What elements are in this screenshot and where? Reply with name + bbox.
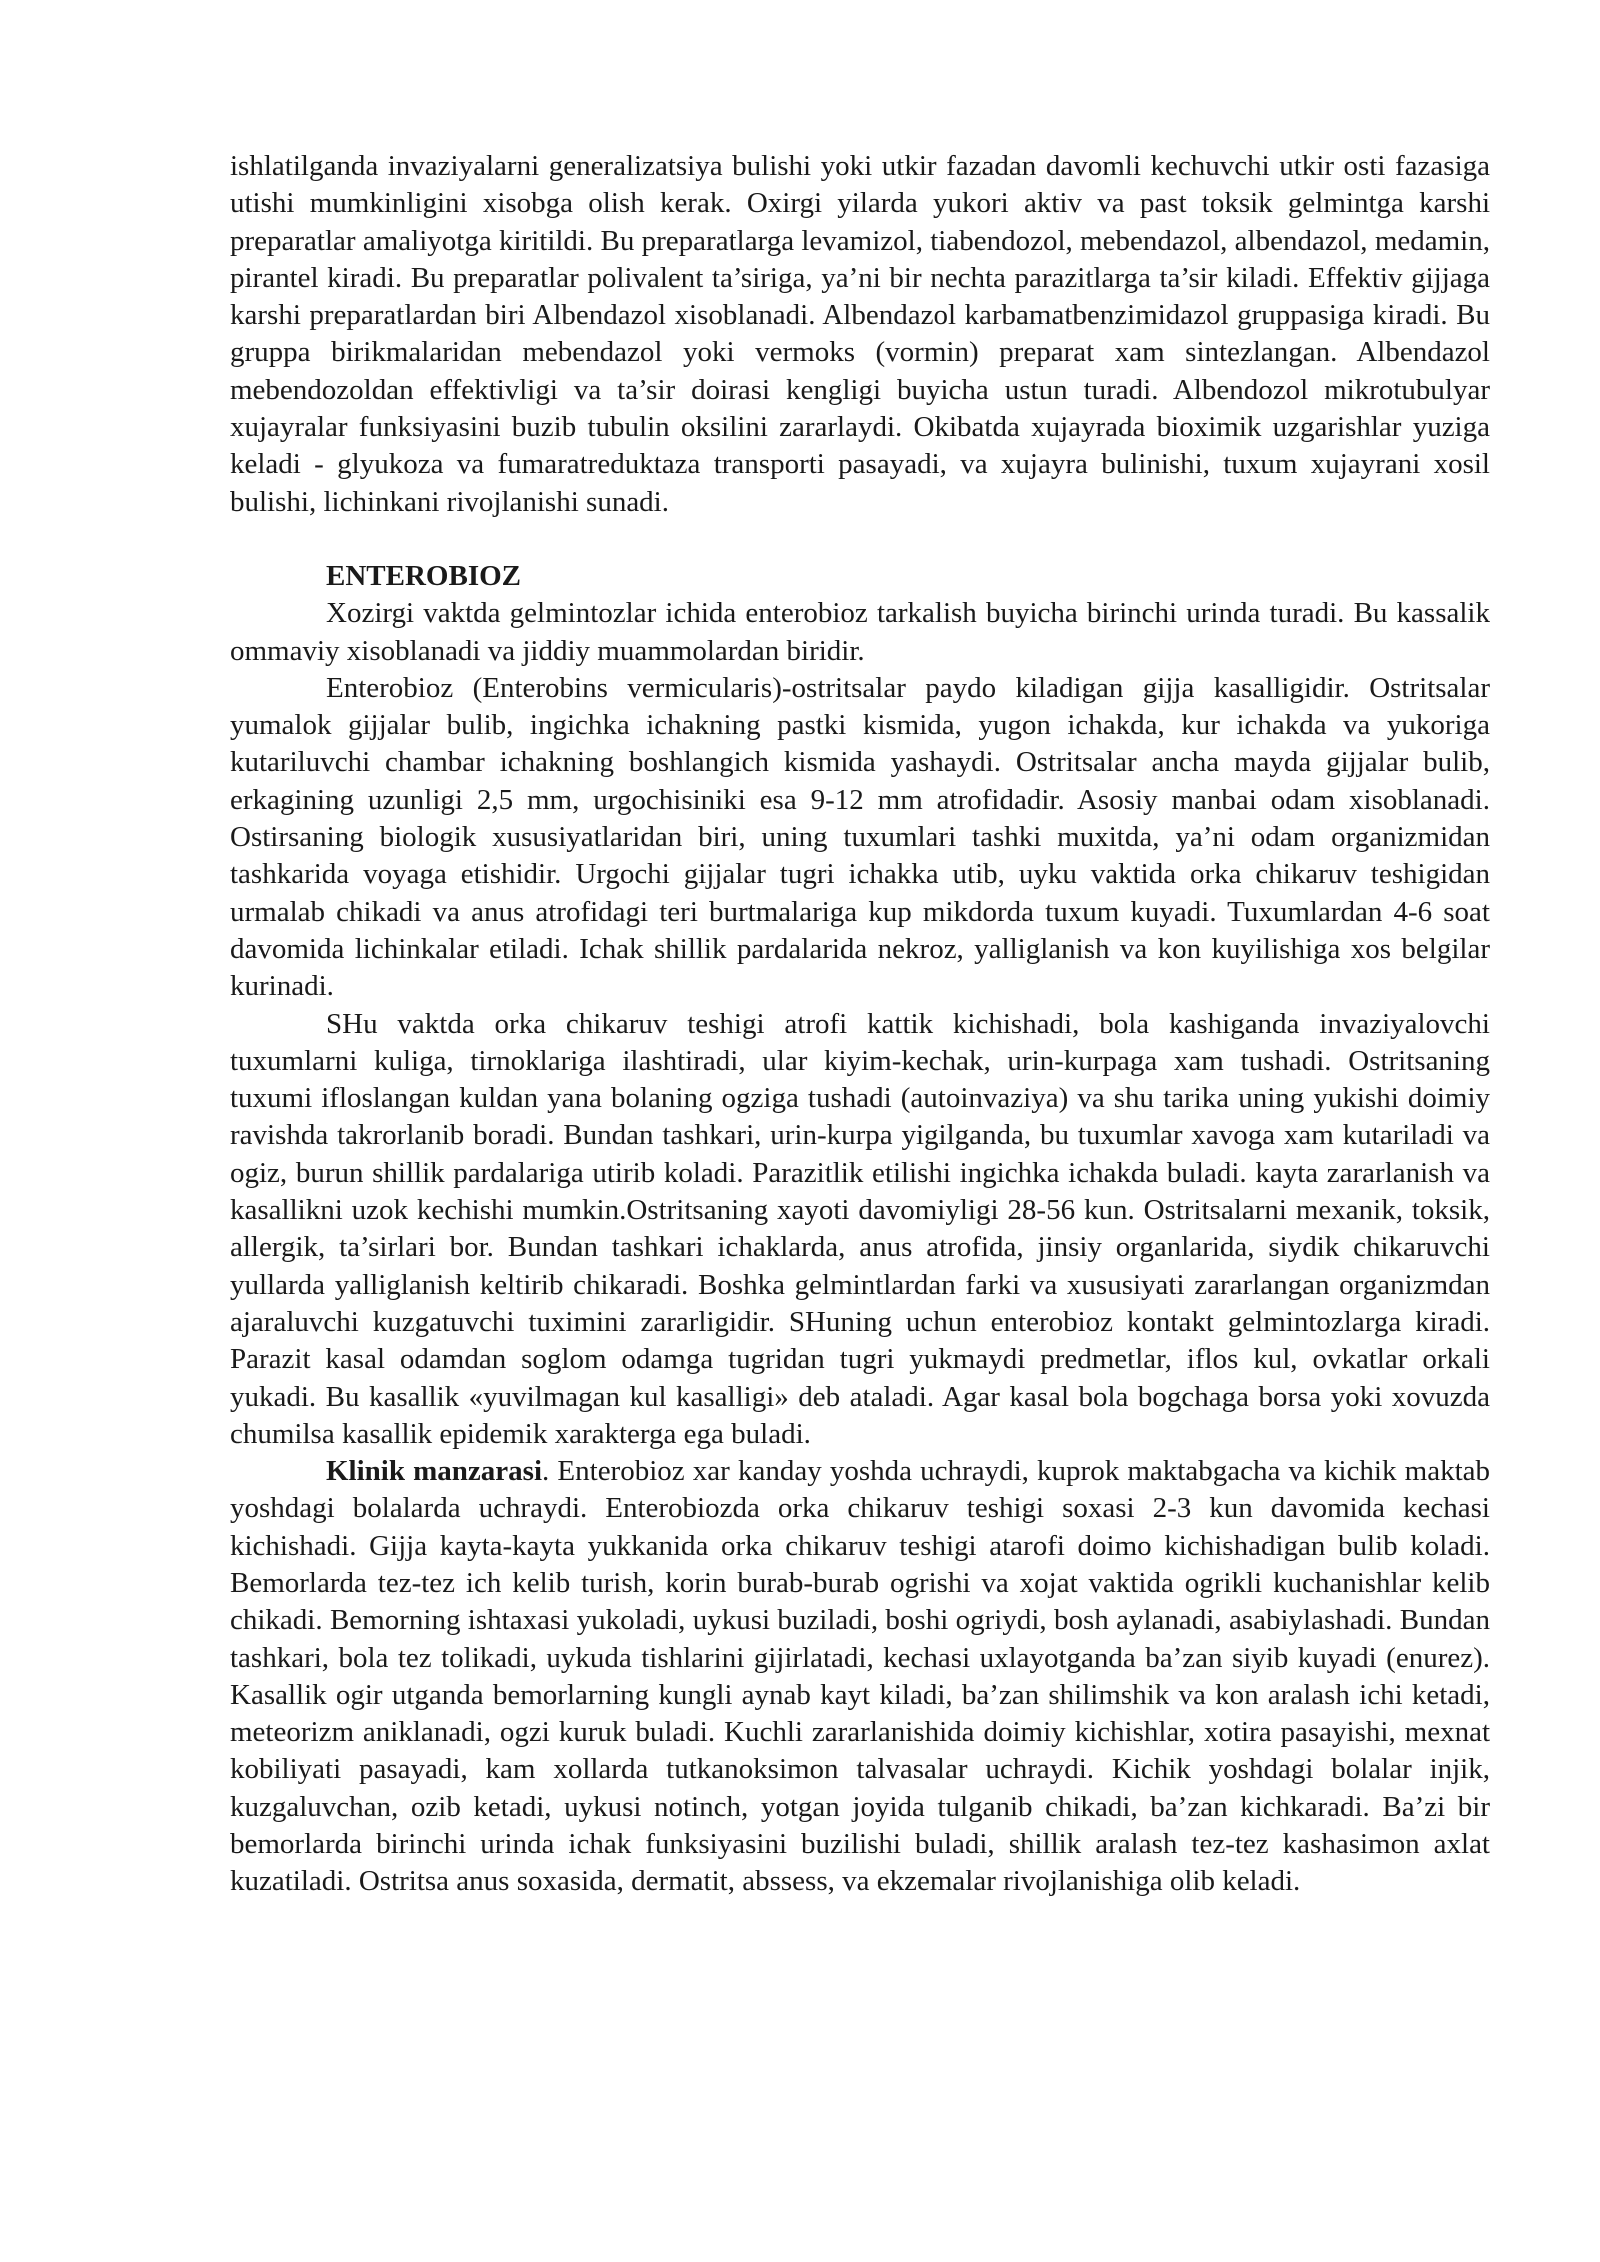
- paragraph-1: Xozirgi vaktda gelmintozlar ichida enterobioz tarkalish buyicha birinchi urinda turadi. Bu kassalik ommaviy xisoblanadi va jiddiy muammolardan biridir.: [230, 597, 1490, 667]
- intro-paragraph: ishlatilganda invaziyalarni generalizatsiya bulishi yoki utkir fazadan davomli kechuvchi utkir osti fazasiga utishi mumkinligini xisobga olish kerak. Oxirgi yilarda yukori aktiv va past toksik gelmintga karshi preparatlar amaliyotga kiritildi. Bu preparatlarga levamizol, tiabendozol, mebendazol, albendazol, medamin, pirantel kiradi. Bu preparatlar polivalent ta’siriga, ya’ni bir nechta parazitlarga ta’sir kiladi. Effektiv gijjaga karshi preparatlardan biri Albendazol xisoblanadi. Albendazol karbamatbenzimidazol gruppasiga kiradi. Bu gruppa birikmalaridan mebendazol yoki vermoks (vormin) preparat xam sintezlangan. Albendazol mebendozoldan effektivligi va ta’sir doirasi kengligi buyicha ustun turadi. Albendozol mikrotubulyar xujayralar funksiyasini buzib tubulin oksilini zararlaydi. Okibatda xujayrada bioximik uzgarishlar yuziga keladi - glyukoza va fumaratreduktaza transporti pasayadi, va xujayra bulinishi, tuxum xujayrani xosil bulishi, lichinkani rivojlanishi sunadi.: [230, 150, 1490, 518]
- paragraph-2: Enterobioz (Enterobins vermicularis)-ostritsalar paydo kiladigan gijja kasalligidir. Ostritsalar yumalok gijjalar bulib, ingichka ichakning pastki kismida, yugon ichakda, kur ichakda va yukoriga kutariluvchi chambar ichakning boshlangich kismida yashaydi. Ostritsalar ancha mayda gijjalar bulib, erkagining uzunligi 2,5 mm, urgochisiniki esa 9-12 mm atrofidadir. Asosiy manbai odam xisoblanadi. Ostirsaning biologik xususiyatlaridan biri, uning tuxumlari tashki muxitda, ya’ni odam organizmidan tashkarida voyaga etishidir. Urgochi gijjalar tugri ichakka utib, uyku vaktida orka chikaruv teshigidan urmalab chikadi va anus atrofidagi teri burtmalariga kup mikdorda tuxum kuyadi. Tuxumlardan 4-6 soat davomida lichinkalar etiladi. Ichak shillik pardalarida nekroz, yalliglanish va kon kuyilishiga xos belgilar kurinadi.: [230, 671, 1490, 1003]
- document-page: [230, 148, 1490, 1901]
- paragraph-4-text: . Enterobioz xar kanday yoshda uchraydi, kuprok maktabgacha va kichik maktab yoshdagi bolalarda uchraydi. Enterobiozda orka chikaruv teshigi soxasi 2-3 kun davomida kechasi kichishadi. Gijja kayta-kayta yukkanida orka chikaruv teshigi atarofi doimo kichishadigan bulib koladi. Bemorlarda tez-tez ich kelib turish, korin burab-burab ogrishi va xojat vaktida ogrikli kuchanishlar kelib chikadi. Bemorning ishtaxasi yukoladi, uykusi buziladi, boshi ogriydi, bosh aylanadi, asabiylashadi. Bundan tashkari, bola tez tolikadi, uykuda tishlarini gijirlatadi, kechasi uxlayotganda ba’zan siyib kuyadi (enurez). Kasallik ogir utganda bemorlarning kungli aynab kayt kiladi, ba’zan shilimshik va kon aralash ichi ketadi, meteorizm aniklanadi, ogzi kuruk buladi. Kuchli zararlanishida doimiy kichishlar, xotira pasayishi, mexnat kobiliyati pasayadi, kam xollarda tutkanoksimon talvasalar uchraydi. Kichik yoshdagi bolalar injik, kuzgaluvchan, ozib ketadi, uykusi notinch, yotgan joyida tulganib chikadi, ba’zan kichkaradi. Ba’zi bir bemorlarda birinchi urinda ichak funksiyasini buzilishi buladi, shillik aralash tez-tez kashasimon axlat kuzatiladi. Ostritsa anus soxasida, dermatit, abssess, va ekzemalar rivojlanishiga olib keladi.: [230, 1455, 1490, 1898]
- clinical-picture-label: Klinik manzarasi: [326, 1455, 543, 1488]
- section-heading: ENTEROBIOZ: [326, 559, 521, 592]
- paragraph-3: SHu vaktda orka chikaruv teshigi atrofi kattik kichishadi, bola kashiganda invaziyalovchi tuxumlarni kuliga, tirnoklariga ilashtiradi, ular kiyim-kechak, urin-kurpaga xam tushadi. Ostritsaning tuxumi ifloslangan kuldan yana bolaning ogziga tushadi (autoinvaziya) va shu tarika uning yukishi doimiy ravishda takrorlanib boradi. Bundan tashkari, urin-kurpa yigilganda, bu tuxumlar xavoga xam kutariladi va ogiz, burun shillik pardalariga utirib koladi. Parazitlik etilishi ingichka ichakda buladi. kayta zararlanish va kasallikni uzok kechishi mumkin.Ostritsaning xayoti davomiyligi 28-56 kun. Ostritsalarni mexanik, toksik, allergik, ta’sirlari bor. Bundan tashkari ichaklarda, anus atrofida, jinsiy organlarida, siydik chikaruvchi yullarda yalliglanish keltirib chikaradi. Boshka gelmintlardan farki va xususiyati zararlangan organizmdan ajaraluvchi kuzgatuvchi tuximini zararligidir. SHuning uchun enterobioz kontakt gelmintozlarga kiradi. Parazit kasal odamdan soglom odamga tugridan tugri yukmaydi predmetlar, iflos kul, ovkatlar orkali yukadi. Bu kasallik «yuvilmagan kul kasalligi» deb ataladi. Agar kasal bola bogchaga borsa yoki xovuzda chumilsa kasallik epidemik xarakterga ega buladi.: [230, 1007, 1490, 1450]
- paragraph-4: [230, 1453, 1490, 1901]
